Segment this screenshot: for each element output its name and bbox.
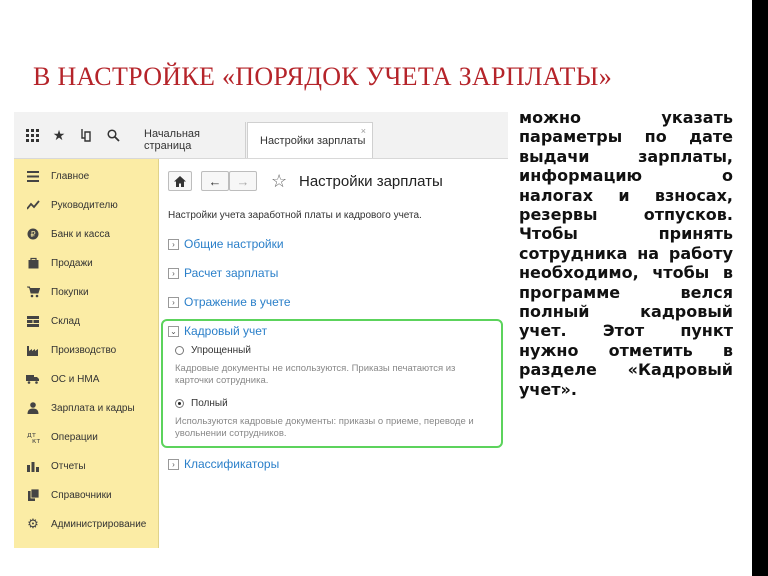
sidebar-item-label: Склад — [51, 315, 80, 327]
sidebar-item-assets[interactable] — [14, 368, 158, 390]
section-label: Классификаторы — [184, 457, 280, 471]
menu-lines-icon — [26, 169, 40, 183]
section-payroll[interactable] — [168, 266, 278, 280]
sidebar-item-label: Администрирование — [51, 518, 147, 530]
top-bar — [14, 112, 508, 159]
close-icon[interactable]: × — [360, 126, 366, 136]
section-label: Кадровый учет — [184, 324, 268, 338]
form-area — [159, 159, 508, 548]
gear-icon: ⚙ — [27, 516, 39, 531]
chevron-down-icon: ⌄ — [168, 326, 179, 337]
arrow-right-icon: → — [236, 173, 250, 189]
sidebar-item-label: ОС и НМА — [51, 373, 100, 385]
sidebar-item-label: Зарплата и кадры — [51, 402, 135, 414]
section-classifiers[interactable] — [168, 457, 279, 471]
page-subtitle: Настройки учета заработной платы и кадрового учета. — [168, 210, 422, 221]
star-icon[interactable]: ☆ — [271, 171, 288, 191]
sidebar-item-operations[interactable] — [14, 426, 158, 448]
coin-icon — [26, 227, 40, 241]
grid-icon[interactable] — [24, 127, 40, 143]
sidebar-item-sales[interactable] — [14, 252, 158, 274]
radio-full[interactable] — [175, 398, 228, 409]
sidebar-item-admin[interactable] — [14, 513, 158, 535]
section-label: Отражение в учете — [184, 295, 291, 309]
chevron-right-icon: › — [168, 268, 179, 279]
radio-simplified[interactable] — [175, 345, 251, 356]
sidebar-item-production[interactable] — [14, 339, 158, 361]
chevron-right-icon: › — [168, 459, 179, 470]
warehouse-icon — [26, 314, 40, 328]
sidebar-item-label: Покупки — [51, 286, 89, 298]
slide-title: В НАСТРОЙКЕ «ПОРЯДОК УЧЕТА ЗАРПЛАТЫ» — [33, 62, 613, 91]
svg-text:дт: дт — [26, 431, 36, 439]
option-hint: Кадровые документы не используются. Приказы печатаются из карточки сотрудника. — [175, 363, 456, 386]
sidebar-item-label: Производство — [51, 344, 117, 356]
section-accounting[interactable] — [168, 295, 291, 309]
sidebar — [14, 159, 159, 548]
bar-chart-icon — [26, 459, 40, 473]
bag-icon — [26, 256, 40, 270]
sidebar-item-label: Главное — [51, 170, 90, 182]
svg-text:кт: кт — [31, 437, 40, 443]
sidebar-item-purchases[interactable] — [14, 281, 158, 303]
tab-salary-settings[interactable] — [247, 122, 373, 158]
radio-button[interactable] — [175, 346, 184, 355]
truck-icon — [26, 372, 40, 386]
section-general[interactable] — [168, 237, 284, 251]
search-icon[interactable] — [105, 127, 121, 143]
person-icon — [26, 401, 40, 415]
operations-icon — [26, 430, 40, 444]
slide-body-text: можно указать параметры по дате выдачи зарплаты, информацию о налогах и взносах, резервы отпусков. Чтобы принять сотрудника на работу необходимо, чтобы в программе велся полный кадровый учет. Этот пункт нужно отметить в разделе «Кадровый учет». — [519, 108, 733, 399]
trend-icon — [26, 198, 40, 212]
arrow-left-icon: ← — [208, 173, 222, 189]
sidebar-item-salary-hr[interactable] — [14, 397, 158, 419]
home-icon — [174, 176, 186, 187]
factory-icon — [26, 343, 40, 357]
back-button[interactable] — [201, 171, 229, 191]
history-icon[interactable] — [78, 127, 94, 143]
sidebar-item-label: Продажи — [51, 257, 93, 269]
sidebar-item-manager[interactable] — [14, 194, 158, 216]
radio-button[interactable] — [175, 399, 184, 408]
sidebar-item-label: Руководителю — [51, 199, 118, 211]
sidebar-item-references[interactable] — [14, 484, 158, 506]
tab-home[interactable] — [132, 122, 246, 158]
section-hr[interactable] — [168, 324, 267, 338]
radio-label: Полный — [191, 398, 228, 409]
app-window — [14, 112, 508, 548]
sidebar-item-main[interactable] — [14, 165, 158, 187]
radio-label: Упрощенный — [191, 345, 251, 356]
section-label: Общие настройки — [184, 237, 284, 251]
books-icon — [26, 488, 40, 502]
sidebar-item-reports[interactable] — [14, 455, 158, 477]
star-icon[interactable]: ★ — [52, 126, 66, 143]
forward-button[interactable] — [229, 171, 257, 191]
slide-edge-bar — [752, 0, 768, 576]
tab-label: Настройки зарплаты — [260, 134, 366, 147]
sidebar-item-label: Отчеты — [51, 460, 86, 472]
sidebar-item-label: Операции — [51, 431, 98, 443]
sidebar-item-label: Банк и касса — [51, 228, 110, 240]
sidebar-item-label: Справочники — [51, 489, 112, 501]
option-hint: Используются кадровые документы: приказы о приеме, переводе и увольнении сотрудников. — [175, 416, 474, 439]
sidebar-item-warehouse[interactable] — [14, 310, 158, 332]
chevron-right-icon: › — [168, 297, 179, 308]
home-button[interactable] — [168, 171, 192, 191]
cart-icon — [26, 285, 40, 299]
svg-text:₽: ₽ — [30, 230, 36, 239]
page-title: Настройки зарплаты — [299, 173, 443, 190]
section-label: Расчет зарплаты — [184, 266, 279, 280]
tab-label: Начальная страница — [144, 128, 200, 152]
sidebar-item-bank[interactable] — [14, 223, 158, 245]
chevron-right-icon: › — [168, 239, 179, 250]
